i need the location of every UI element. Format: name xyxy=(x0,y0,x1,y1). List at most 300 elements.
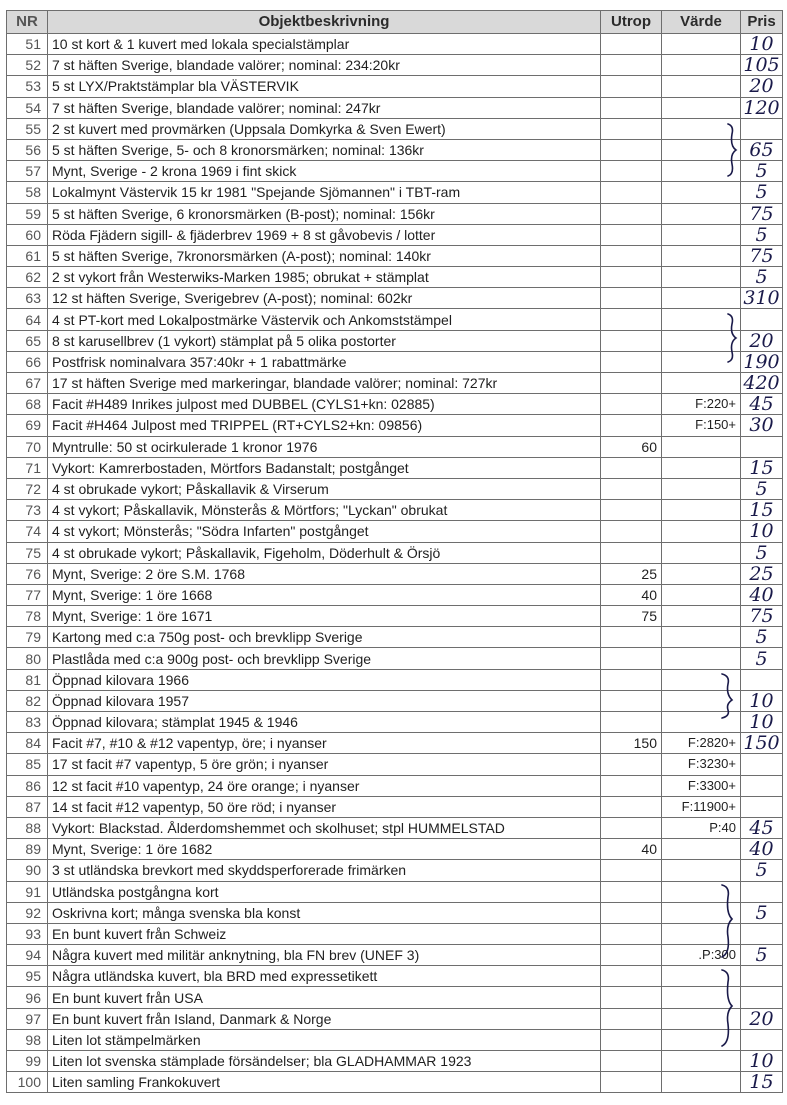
lot-pris: 310 xyxy=(741,288,783,309)
lot-description: Myntrulle: 50 st ocirkulerade 1 kronor 1976 xyxy=(48,436,601,457)
lot-pris: 10 xyxy=(741,712,783,733)
table-row xyxy=(7,627,783,648)
lot-description: 12 st facit #10 vapentyp, 24 öre orange; i nyanser xyxy=(48,775,601,796)
lot-number: 97 xyxy=(7,1008,48,1029)
lot-number: 64 xyxy=(7,309,48,330)
lot-number: 57 xyxy=(7,161,48,182)
lot-description: Utländska postgångna kort xyxy=(48,881,601,902)
table-row xyxy=(7,1008,783,1029)
lot-description: Facit #H464 Julpost med TRIPPEL (RT+CYLS2+kn: 09856) xyxy=(48,415,601,436)
lot-utrop xyxy=(601,987,662,1008)
lot-utrop xyxy=(601,500,662,521)
lot-utrop xyxy=(601,245,662,266)
lot-varde xyxy=(662,97,741,118)
lot-varde xyxy=(662,500,741,521)
table-row xyxy=(7,923,783,944)
lot-varde xyxy=(662,584,741,605)
lot-pris xyxy=(741,118,783,139)
lot-pris xyxy=(741,754,783,775)
lot-number: 67 xyxy=(7,373,48,394)
table-row xyxy=(7,203,783,224)
lot-pris: 30 xyxy=(741,415,783,436)
lot-pris: 5 xyxy=(741,902,783,923)
lot-number: 100 xyxy=(7,1072,48,1093)
lot-varde: F:2820+ xyxy=(662,733,741,754)
lot-varde xyxy=(662,55,741,76)
lot-varde xyxy=(662,267,741,288)
header-row xyxy=(7,11,783,34)
lot-number: 63 xyxy=(7,288,48,309)
lot-description: 7 st häften Sverige, blandade valörer; nominal: 247kr xyxy=(48,97,601,118)
lot-utrop xyxy=(601,775,662,796)
table-row xyxy=(7,584,783,605)
lot-number: 74 xyxy=(7,521,48,542)
lot-pris: 5 xyxy=(741,478,783,499)
lot-utrop xyxy=(601,457,662,478)
lot-utrop xyxy=(601,415,662,436)
lot-description: Plastlåda med c:a 900g post- och brevklipp Sverige xyxy=(48,648,601,669)
lot-description: 7 st häften Sverige, blandade valörer; nominal: 234:20kr xyxy=(48,55,601,76)
table-row xyxy=(7,500,783,521)
lot-number: 86 xyxy=(7,775,48,796)
lot-pris: 5 xyxy=(741,161,783,182)
table-row xyxy=(7,457,783,478)
lot-utrop: 75 xyxy=(601,606,662,627)
table-row xyxy=(7,966,783,987)
lot-utrop xyxy=(601,139,662,160)
lot-varde xyxy=(662,648,741,669)
lot-description: Mynt, Sverige - 2 krona 1969 i fint skick xyxy=(48,161,601,182)
lot-description: Facit #H489 Inrikes julpost med DUBBEL (CYLS1+kn: 02885) xyxy=(48,394,601,415)
lot-number: 84 xyxy=(7,733,48,754)
lot-varde: F:150+ xyxy=(662,415,741,436)
lot-description: Öppnad kilovara 1966 xyxy=(48,669,601,690)
lot-pris: 15 xyxy=(741,500,783,521)
lot-varde xyxy=(662,373,741,394)
lot-varde xyxy=(662,457,741,478)
lot-utrop xyxy=(601,796,662,817)
lot-utrop xyxy=(601,330,662,351)
lot-utrop xyxy=(601,309,662,330)
table-row xyxy=(7,881,783,902)
lot-number: 58 xyxy=(7,182,48,203)
lot-number: 98 xyxy=(7,1029,48,1050)
lot-pris: 40 xyxy=(741,584,783,605)
lot-varde xyxy=(662,436,741,457)
lot-utrop: 150 xyxy=(601,733,662,754)
lot-number: 55 xyxy=(7,118,48,139)
table-row xyxy=(7,415,783,436)
lot-utrop xyxy=(601,923,662,944)
lot-varde xyxy=(662,839,741,860)
lot-varde: F:3300+ xyxy=(662,775,741,796)
lot-pris: 5 xyxy=(741,182,783,203)
lot-varde: F:3230+ xyxy=(662,754,741,775)
lot-pris: 45 xyxy=(741,394,783,415)
lot-utrop xyxy=(601,881,662,902)
table-row xyxy=(7,245,783,266)
lot-number: 90 xyxy=(7,860,48,881)
lot-description: Röda Fjädern sigill- & fjäderbrev 1969 + 8 st gåvobevis / lotter xyxy=(48,224,601,245)
lot-utrop xyxy=(601,118,662,139)
lot-varde xyxy=(662,76,741,97)
lot-number: 73 xyxy=(7,500,48,521)
table-row xyxy=(7,712,783,733)
lot-description: 4 st obrukade vykort; Påskallavik & Virserum xyxy=(48,478,601,499)
header-varde: Värde xyxy=(662,11,741,34)
table-row xyxy=(7,309,783,330)
lot-pris: 20 xyxy=(741,76,783,97)
lot-utrop xyxy=(601,76,662,97)
lot-pris: 15 xyxy=(741,1072,783,1093)
table-row xyxy=(7,373,783,394)
lot-utrop: 40 xyxy=(601,584,662,605)
lot-number: 88 xyxy=(7,817,48,838)
lot-utrop xyxy=(601,55,662,76)
lot-description: 5 st häften Sverige, 7kronorsmärken (A-post); nominal: 140kr xyxy=(48,245,601,266)
lot-utrop xyxy=(601,351,662,372)
lot-pris: 15 xyxy=(741,457,783,478)
lot-description: Liten samling Frankokuvert xyxy=(48,1072,601,1093)
lot-varde xyxy=(662,118,741,139)
lot-pris: 20 xyxy=(741,330,783,351)
lot-pris xyxy=(741,775,783,796)
lot-description: 4 st obrukade vykort; Påskallavik, Figeholm, Döderhult & Örsjö xyxy=(48,542,601,563)
lot-utrop: 25 xyxy=(601,563,662,584)
lot-pris: 10 xyxy=(741,690,783,711)
table-row xyxy=(7,224,783,245)
lot-varde xyxy=(662,309,741,330)
lot-number: 85 xyxy=(7,754,48,775)
lot-number: 72 xyxy=(7,478,48,499)
lot-number: 87 xyxy=(7,796,48,817)
lot-number: 61 xyxy=(7,245,48,266)
table-row xyxy=(7,860,783,881)
lot-utrop xyxy=(601,860,662,881)
table-row xyxy=(7,118,783,139)
lot-varde xyxy=(662,245,741,266)
lot-varde xyxy=(662,860,741,881)
lot-utrop xyxy=(601,542,662,563)
lot-varde xyxy=(662,330,741,351)
lot-pris xyxy=(741,436,783,457)
lot-utrop xyxy=(601,1051,662,1072)
lot-description: Liten lot stämpelmärken xyxy=(48,1029,601,1050)
lot-pris: 150 xyxy=(741,733,783,754)
lot-pris xyxy=(741,881,783,902)
lot-varde xyxy=(662,966,741,987)
table-row xyxy=(7,987,783,1008)
lot-varde xyxy=(662,288,741,309)
lot-pris: 5 xyxy=(741,542,783,563)
lot-number: 59 xyxy=(7,203,48,224)
lot-varde xyxy=(662,182,741,203)
table-row xyxy=(7,669,783,690)
lot-description: 5 st LYX/Praktstämplar bla VÄSTERVIK xyxy=(48,76,601,97)
lot-description: Mynt, Sverige: 1 öre 1671 xyxy=(48,606,601,627)
lot-varde xyxy=(662,542,741,563)
lot-varde: F:11900+ xyxy=(662,796,741,817)
lot-utrop xyxy=(601,203,662,224)
lot-varde xyxy=(662,1072,741,1093)
lot-varde xyxy=(662,224,741,245)
table-row xyxy=(7,436,783,457)
lot-description: Kartong med c:a 750g post- och brevklipp Sverige xyxy=(48,627,601,648)
lot-varde xyxy=(662,203,741,224)
lot-utrop xyxy=(601,1072,662,1093)
lot-number: 56 xyxy=(7,139,48,160)
table-row xyxy=(7,1072,783,1093)
lot-description: En bunt kuvert från Island, Danmark & Norge xyxy=(48,1008,601,1029)
lot-description: 5 st häften Sverige, 5- och 8 kronorsmärken; nominal: 136kr xyxy=(48,139,601,160)
lot-pris: 5 xyxy=(741,860,783,881)
lot-description: Mynt, Sverige: 2 öre S.M. 1768 xyxy=(48,563,601,584)
lot-pris: 25 xyxy=(741,563,783,584)
table-row xyxy=(7,76,783,97)
lot-utrop xyxy=(601,690,662,711)
lot-utrop xyxy=(601,817,662,838)
lot-number: 91 xyxy=(7,881,48,902)
lot-pris xyxy=(741,309,783,330)
lot-description: Postfrisk nominalvara 357:40kr + 1 rabattmärke xyxy=(48,351,601,372)
lot-table-body xyxy=(7,34,783,1093)
lot-varde xyxy=(662,1051,741,1072)
lot-description: 4 st vykort; Mönsterås; "Södra Infarten" postgånget xyxy=(48,521,601,542)
lot-description: Öppnad kilovara; stämplat 1945 & 1946 xyxy=(48,712,601,733)
table-row xyxy=(7,1051,783,1072)
lot-description: Facit #7, #10 & #12 vapentyp, öre; i nyanser xyxy=(48,733,601,754)
lot-utrop xyxy=(601,712,662,733)
lot-utrop: 40 xyxy=(601,839,662,860)
lot-utrop: 60 xyxy=(601,436,662,457)
lot-utrop xyxy=(601,754,662,775)
lot-varde xyxy=(662,987,741,1008)
lot-number: 83 xyxy=(7,712,48,733)
lot-pris: 75 xyxy=(741,606,783,627)
lot-number: 60 xyxy=(7,224,48,245)
table-row xyxy=(7,351,783,372)
lot-number: 66 xyxy=(7,351,48,372)
lot-utrop xyxy=(601,669,662,690)
lot-number: 81 xyxy=(7,669,48,690)
lot-number: 51 xyxy=(7,34,48,55)
lot-number: 76 xyxy=(7,563,48,584)
lot-pris: 120 xyxy=(741,97,783,118)
lot-description: Öppnad kilovara 1957 xyxy=(48,690,601,711)
table-row xyxy=(7,690,783,711)
lot-description: Vykort: Blackstad. Ålderdomshemmet och skolhuset; stpl HUMMELSTAD xyxy=(48,817,601,838)
lot-pris xyxy=(741,923,783,944)
lot-varde: .P:300 xyxy=(662,945,741,966)
lot-number: 75 xyxy=(7,542,48,563)
header-pris: Pris xyxy=(741,11,783,34)
lot-description: 12 st häften Sverige, Sverigebrev (A-post); nominal: 602kr xyxy=(48,288,601,309)
lot-pris xyxy=(741,987,783,1008)
lot-pris: 105 xyxy=(741,55,783,76)
lot-number: 68 xyxy=(7,394,48,415)
lot-pris: 10 xyxy=(741,521,783,542)
lot-utrop xyxy=(601,394,662,415)
lot-utrop xyxy=(601,521,662,542)
lot-number: 71 xyxy=(7,457,48,478)
lot-pris xyxy=(741,1029,783,1050)
table-row xyxy=(7,478,783,499)
lot-varde: F:220+ xyxy=(662,394,741,415)
auction-sheet xyxy=(6,10,782,1093)
lot-varde xyxy=(662,669,741,690)
lot-pris: 420 xyxy=(741,373,783,394)
lot-utrop xyxy=(601,627,662,648)
lot-utrop xyxy=(601,1029,662,1050)
lot-varde xyxy=(662,712,741,733)
lot-description: En bunt kuvert från USA xyxy=(48,987,601,1008)
lot-varde xyxy=(662,627,741,648)
lot-pris: 75 xyxy=(741,203,783,224)
lot-utrop xyxy=(601,224,662,245)
lot-varde xyxy=(662,139,741,160)
table-row xyxy=(7,796,783,817)
lot-utrop xyxy=(601,902,662,923)
lot-pris: 5 xyxy=(741,648,783,669)
lot-description: 10 st kort & 1 kuvert med lokala specialstämplar xyxy=(48,34,601,55)
table-row xyxy=(7,563,783,584)
lot-description: 14 st facit #12 vapentyp, 50 öre röd; i nyanser xyxy=(48,796,601,817)
lot-utrop xyxy=(601,478,662,499)
lot-varde xyxy=(662,34,741,55)
lot-description: Lokalmynt Västervik 15 kr 1981 "Spejande Sjömannen" i TBT-ram xyxy=(48,182,601,203)
lot-pris: 10 xyxy=(741,1051,783,1072)
lot-table xyxy=(6,10,783,1093)
table-row xyxy=(7,754,783,775)
table-row xyxy=(7,1029,783,1050)
lot-varde xyxy=(662,478,741,499)
lot-description: Liten lot svenska stämplade försändelser; bla GLADHAMMAR 1923 xyxy=(48,1051,601,1072)
table-row xyxy=(7,521,783,542)
lot-pris: 40 xyxy=(741,839,783,860)
lot-utrop xyxy=(601,161,662,182)
lot-description: Mynt, Sverige: 1 öre 1668 xyxy=(48,584,601,605)
lot-pris: 75 xyxy=(741,245,783,266)
header-nr: NR xyxy=(7,11,48,34)
lot-utrop xyxy=(601,182,662,203)
table-row xyxy=(7,775,783,796)
lot-pris: 5 xyxy=(741,224,783,245)
table-row xyxy=(7,733,783,754)
lot-description: Oskrivna kort; många svenska bla konst xyxy=(48,902,601,923)
lot-varde xyxy=(662,351,741,372)
table-row xyxy=(7,267,783,288)
lot-number: 79 xyxy=(7,627,48,648)
lot-pris: 190 xyxy=(741,351,783,372)
lot-varde xyxy=(662,923,741,944)
lot-number: 82 xyxy=(7,690,48,711)
lot-varde xyxy=(662,563,741,584)
lot-varde xyxy=(662,1008,741,1029)
lot-number: 65 xyxy=(7,330,48,351)
lot-description: 17 st facit #7 vapentyp, 5 öre grön; i nyanser xyxy=(48,754,601,775)
table-row xyxy=(7,394,783,415)
lot-utrop xyxy=(601,648,662,669)
table-row xyxy=(7,55,783,76)
lot-varde xyxy=(662,521,741,542)
lot-number: 62 xyxy=(7,267,48,288)
lot-pris: 10 xyxy=(741,34,783,55)
lot-varde xyxy=(662,902,741,923)
lot-pris: 65 xyxy=(741,139,783,160)
lot-pris: 45 xyxy=(741,817,783,838)
table-row xyxy=(7,97,783,118)
lot-utrop xyxy=(601,966,662,987)
table-row xyxy=(7,817,783,838)
lot-number: 96 xyxy=(7,987,48,1008)
lot-pris xyxy=(741,669,783,690)
lot-varde xyxy=(662,881,741,902)
table-row xyxy=(7,330,783,351)
lot-description: En bunt kuvert från Schweiz xyxy=(48,923,601,944)
lot-number: 89 xyxy=(7,839,48,860)
lot-description: 5 st häften Sverige, 6 kronorsmärken (B-post); nominal: 156kr xyxy=(48,203,601,224)
header-utrop: Utrop xyxy=(601,11,662,34)
lot-description: 2 st kuvert med provmärken (Uppsala Domkyrka & Sven Ewert) xyxy=(48,118,601,139)
lot-description: 4 st PT-kort med Lokalpostmärke Västervik och Ankomststämpel xyxy=(48,309,601,330)
lot-utrop xyxy=(601,1008,662,1029)
lot-pris xyxy=(741,966,783,987)
lot-number: 77 xyxy=(7,584,48,605)
lot-number: 53 xyxy=(7,76,48,97)
lot-description: 3 st utländska brevkort med skyddsperforerade frimärken xyxy=(48,860,601,881)
lot-pris: 5 xyxy=(741,267,783,288)
lot-varde: P:40 xyxy=(662,817,741,838)
header-description: Objektbeskrivning xyxy=(48,11,601,34)
lot-utrop xyxy=(601,97,662,118)
lot-number: 69 xyxy=(7,415,48,436)
lot-number: 52 xyxy=(7,55,48,76)
lot-pris xyxy=(741,796,783,817)
lot-pris: 5 xyxy=(741,945,783,966)
table-row xyxy=(7,606,783,627)
lot-varde xyxy=(662,606,741,627)
lot-description: 17 st häften Sverige med markeringar, blandade valörer; nominal: 727kr xyxy=(48,373,601,394)
table-row xyxy=(7,182,783,203)
lot-number: 70 xyxy=(7,436,48,457)
lot-utrop xyxy=(601,267,662,288)
lot-varde xyxy=(662,1029,741,1050)
lot-description: 4 st vykort; Påskallavik, Mönsterås & Mörtfors; "Lyckan" obrukat xyxy=(48,500,601,521)
lot-number: 54 xyxy=(7,97,48,118)
table-row xyxy=(7,945,783,966)
table-row xyxy=(7,139,783,160)
lot-description: Några utländska kuvert, bla BRD med expressetikett xyxy=(48,966,601,987)
lot-description: Vykort: Kamrerbostaden, Mörtfors Badanstalt; postgånget xyxy=(48,457,601,478)
table-row xyxy=(7,839,783,860)
lot-varde xyxy=(662,690,741,711)
lot-number: 99 xyxy=(7,1051,48,1072)
lot-number: 78 xyxy=(7,606,48,627)
lot-varde xyxy=(662,161,741,182)
table-row xyxy=(7,648,783,669)
lot-utrop xyxy=(601,288,662,309)
table-row xyxy=(7,288,783,309)
lot-description: 8 st karusellbrev (1 vykort) stämplat på 5 olika postorter xyxy=(48,330,601,351)
lot-utrop xyxy=(601,373,662,394)
lot-description: Några kuvert med militär anknytning, bla FN brev (UNEF 3) xyxy=(48,945,601,966)
table-row xyxy=(7,542,783,563)
lot-pris: 20 xyxy=(741,1008,783,1029)
lot-number: 94 xyxy=(7,945,48,966)
lot-description: 2 st vykort från Westerwiks-Marken 1985; obrukat + stämplat xyxy=(48,267,601,288)
lot-utrop xyxy=(601,945,662,966)
lot-description: Mynt, Sverige: 1 öre 1682 xyxy=(48,839,601,860)
